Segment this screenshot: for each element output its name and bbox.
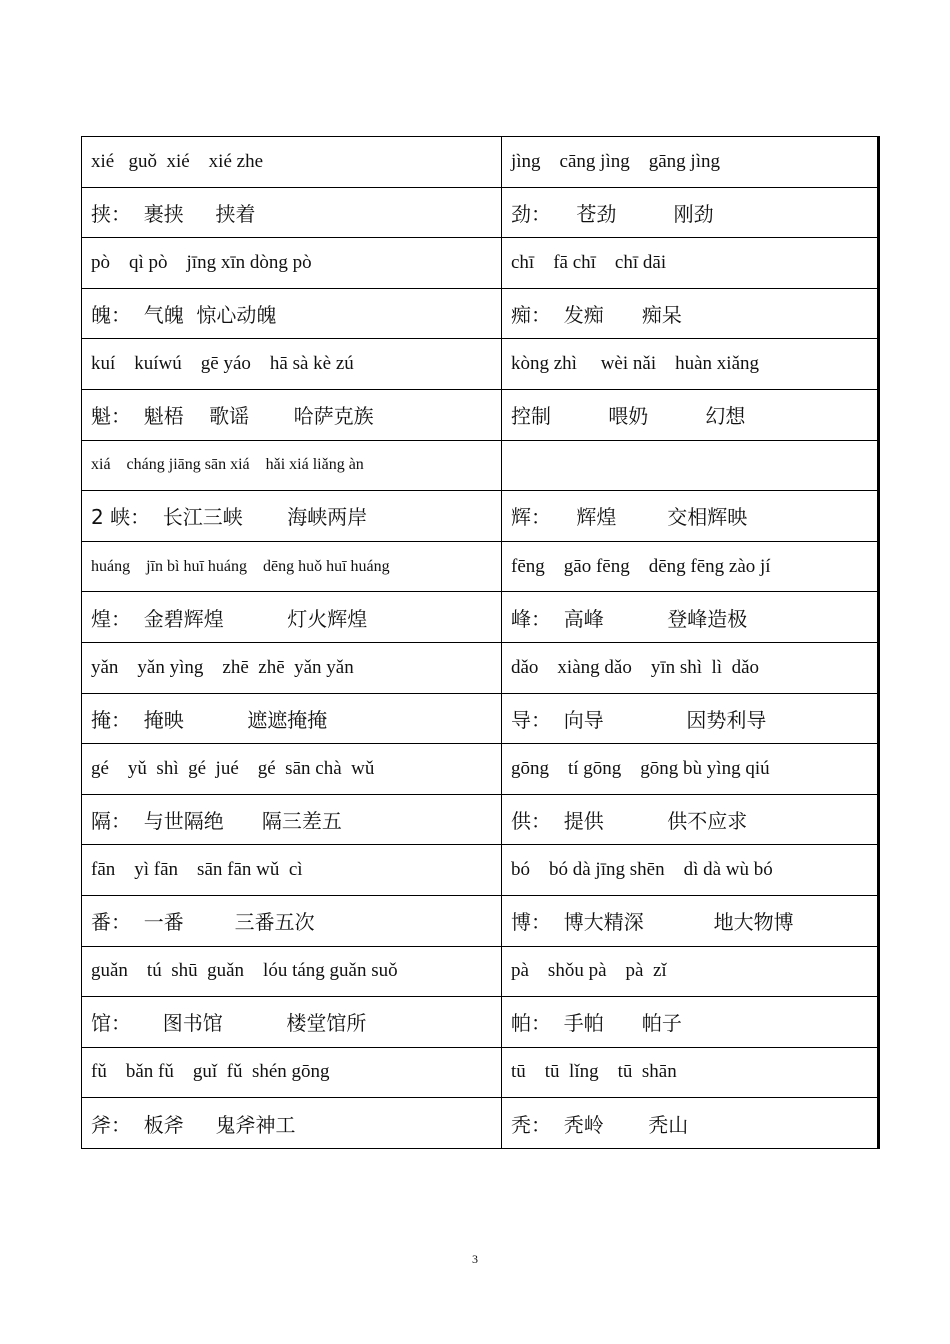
table-cell-right: 帕： 手帕 帕子	[502, 997, 879, 1048]
table-row	[82, 642, 879, 693]
table-row	[82, 592, 879, 643]
table-row	[82, 187, 879, 238]
table-cell-right: 控制 喂奶 幻想	[502, 389, 879, 440]
table-row	[82, 744, 879, 795]
table-body	[82, 137, 879, 1149]
table-row	[82, 895, 879, 946]
table-cell-left: xiá cháng jiāng sān xiá hǎi xiá liǎng àn	[82, 440, 502, 491]
table-cell-left: fǔ bǎn fǔ guǐ fǔ shén gōng	[82, 1047, 502, 1098]
table-cell-right: fēng gāo fēng dēng fēng zào jí	[502, 541, 879, 592]
table-cell-left: 掩： 掩映 遮遮掩掩	[82, 693, 502, 744]
table-row	[82, 137, 879, 188]
table-cell-right: 峰： 高峰 登峰造极	[502, 592, 879, 643]
table-row	[82, 1047, 879, 1098]
table-cell-right: gōng tí gōng gōng bù yìng qiú	[502, 744, 879, 795]
table-cell-right: 博： 博大精深 地大物博	[502, 895, 879, 946]
table-cell-right	[502, 440, 879, 491]
table-cell-left: 2 峡： 长江三峡 海峡两岸	[82, 491, 502, 542]
table-row	[82, 1098, 879, 1149]
table-cell-left: 挟： 裹挟 挟着	[82, 187, 502, 238]
table-cell-left: guǎn tú shū guǎn lóu táng guǎn suǒ	[82, 946, 502, 997]
table-cell-right: 劲： 苍劲 刚劲	[502, 187, 879, 238]
table-cell-left: 煌： 金碧辉煌 灯火辉煌	[82, 592, 502, 643]
table-cell-right: 秃： 秃岭 秃山	[502, 1098, 879, 1149]
table-cell-left: 馆： 图书馆 楼堂馆所	[82, 997, 502, 1048]
table-row	[82, 541, 879, 592]
table-cell-right: jìng cāng jìng gāng jìng	[502, 137, 879, 188]
table-cell-right: 辉： 辉煌 交相辉映	[502, 491, 879, 542]
table-row	[82, 491, 879, 542]
table-row	[82, 693, 879, 744]
table-cell-left: 隔： 与世隔绝 隔三差五	[82, 794, 502, 845]
table-row	[82, 389, 879, 440]
table-row	[82, 288, 879, 339]
table-row	[82, 845, 879, 896]
table-cell-left: huáng jīn bì huī huáng dēng huǒ huī huáng	[82, 541, 502, 592]
table-row	[82, 440, 879, 491]
table-cell-left: 魄： 气魄 惊心动魄	[82, 288, 502, 339]
table-cell-left: yǎn yǎn yìng zhē zhē yǎn yǎn	[82, 642, 502, 693]
table-cell-left: 魁： 魁梧 歌谣 哈萨克族	[82, 389, 502, 440]
table-cell-left: pò qì pò jīng xīn dòng pò	[82, 238, 502, 289]
table-cell-right: bó bó dà jīng shēn dì dà wù bó	[502, 845, 879, 896]
table-cell-right: 导： 向导 因势利导	[502, 693, 879, 744]
table-row	[82, 997, 879, 1048]
page-number: 3	[472, 1252, 478, 1266]
table-cell-left: xié guǒ xié xié zhe	[82, 137, 502, 188]
table-cell-left: 番： 一番 三番五次	[82, 895, 502, 946]
table-cell-right: pà shǒu pà pà zǐ	[502, 946, 879, 997]
table-row	[82, 339, 879, 390]
table-cell-right: 供： 提供 供不应求	[502, 794, 879, 845]
table-cell-right: dǎo xiàng dǎo yīn shì lì dǎo	[502, 642, 879, 693]
table-cell-right: chī fā chī chī dāi	[502, 238, 879, 289]
vocabulary-table	[81, 136, 880, 1149]
table-cell-left: fān yì fān sān fān wǔ cì	[82, 845, 502, 896]
table-row	[82, 238, 879, 289]
table-cell-right: kòng zhì wèi nǎi huàn xiǎng	[502, 339, 879, 390]
table-row	[82, 946, 879, 997]
table-cell-right: 痴： 发痴 痴呆	[502, 288, 879, 339]
table-row	[82, 794, 879, 845]
table-cell-left: kuí kuíwú gē yáo hā sà kè zú	[82, 339, 502, 390]
table-cell-right: tū tū lǐng tū shān	[502, 1047, 879, 1098]
table-cell-left: gé yǔ shì gé jué gé sān chà wǔ	[82, 744, 502, 795]
table-cell-left: 斧： 板斧 鬼斧神工	[82, 1098, 502, 1149]
